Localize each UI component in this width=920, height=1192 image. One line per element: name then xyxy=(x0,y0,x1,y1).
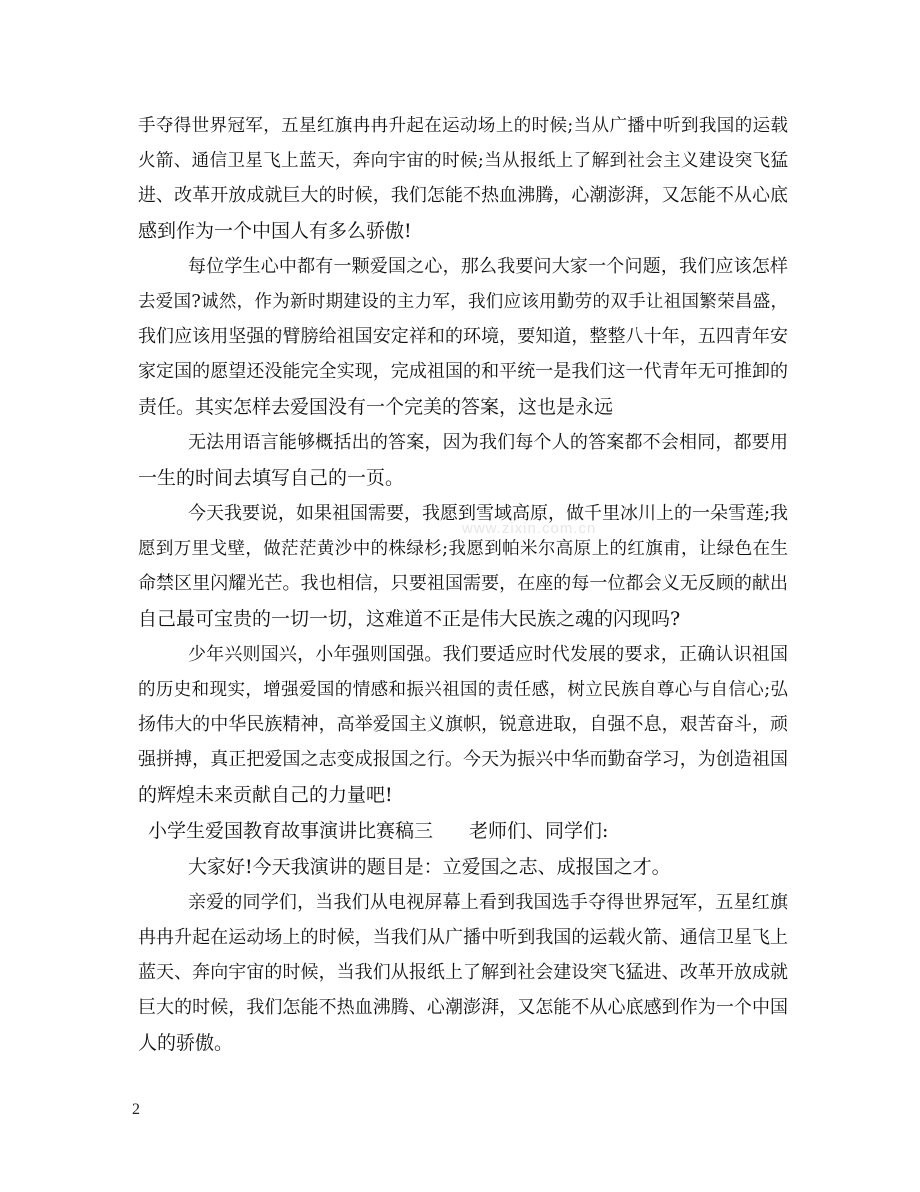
text-line xyxy=(138,465,788,491)
text-line xyxy=(188,890,788,916)
text-line-content: 扬伟大的中华民族精神，高举爱国主义旗帜，锐意进取，自强不息，艰苦奋斗，顽 xyxy=(138,714,788,735)
text-line xyxy=(138,747,788,773)
text-line xyxy=(138,324,788,350)
text-line-content: 手夺得世界冠军，五星红旗冉冉升起在运动场上的时候;当从广播中听到我国的运载 xyxy=(138,116,788,136)
text-line xyxy=(138,960,788,986)
text-line-content: 的辉煌未来贡献自己的力量吧! xyxy=(138,784,393,806)
text-line-content: 进、改革开放成就巨大的时候，我们怎能不热血沸腾，心潮澎湃，又怎能不从心底 xyxy=(138,185,788,206)
text-line xyxy=(138,359,788,385)
text-line xyxy=(188,854,788,880)
page-number: 2 xyxy=(132,1101,140,1118)
text-line-content: 亲爱的同学们，当我们从电视屏幕上看到我国选手夺得世界冠军，五星红旗 xyxy=(188,892,788,913)
text-line-content: 的历史和现实，增强爱国的情感和振兴祖国的责任感，树立民族自尊心与自信心;弘 xyxy=(138,680,788,700)
text-line-content: 少年兴则国兴，小年强则国强。我们要适应时代发展的要求，正确认识祖国 xyxy=(188,644,788,665)
text-line xyxy=(138,218,788,244)
text-line xyxy=(138,995,788,1021)
text-line-content: 火箭、通信卫星飞上蓝天，奔向宇宙的时候;当从报纸上了解到社会主义建设突飞猛 xyxy=(138,151,788,171)
text-line-content: 每位学生心中都有一颗爱国之心，那么我要问大家一个问题，我们应该怎样 xyxy=(188,256,788,277)
text-line xyxy=(138,394,788,420)
text-line-content: 强拼搏，真正把爱国之志变成报国之行。今天为振兴中华而勤奋学习，为创造祖国 xyxy=(138,749,788,770)
section-title: 小学生爱国教育故事演讲比赛稿三 xyxy=(148,820,434,842)
section-heading xyxy=(138,818,788,844)
text-line xyxy=(138,712,788,738)
text-line-content: 无法用语言能够概括出的答案，因为我们每个人的答案都不会相同，都要用 xyxy=(188,432,788,453)
text-line xyxy=(138,148,788,174)
text-line xyxy=(188,254,788,280)
text-line xyxy=(138,925,788,951)
text-line-content: 愿到万里戈壁，做茫茫黄沙中的株绿杉;我愿到帕米尔高原上的红旗甫，让绿色在生 xyxy=(138,539,788,559)
text-line-content: 冉冉升起在运动场上的时候，当我们从广播中听到我国的运载火箭、通信卫星飞上 xyxy=(138,927,788,948)
text-line-content: 大家好!今天我演讲的题目是：立爱国之志、成报国之才。 xyxy=(188,856,671,878)
text-line xyxy=(138,289,788,315)
text-line-content: 我们应该用坚强的臂膀给祖国安定祥和的环境，要知道，整整八十年，五四青年安 xyxy=(138,326,788,347)
text-line xyxy=(138,606,788,632)
text-line-content: 命禁区里闪耀光芒。我也相信，只要祖国需要，在座的每一位都会义无反顾的献出 xyxy=(138,573,788,594)
text-line-content: 去爱国?诚然，作为新时期建设的主力军，我们应该用勤劳的双手让祖国繁荣昌盛， xyxy=(138,292,788,312)
text-line xyxy=(138,536,788,562)
text-line-content: 责任。其实怎样去爱国没有一个完美的答案，这也是永远 xyxy=(138,396,614,418)
salutation: 老师们、同学们: xyxy=(469,820,609,842)
text-line-content: 巨大的时候，我们怎能不热血沸腾、心潮澎湃，又怎能不从心底感到作为一个中国 xyxy=(138,997,788,1018)
text-line-content: 蓝天、奔向宇宙的时候，当我们从报纸上了解到社会建设突飞猛进、改革开放成就 xyxy=(138,962,788,983)
text-line-content: 今天我要说，如果祖国需要，我愿到雪域高原，做千里冰川上的一朵雪莲;我 xyxy=(188,503,788,524)
text-line xyxy=(138,1030,788,1056)
text-line-content: 感到作为一个中国人有多么骄傲! xyxy=(138,220,412,242)
text-line xyxy=(138,183,788,209)
text-line xyxy=(138,571,788,597)
text-line xyxy=(138,113,788,139)
text-line xyxy=(188,642,788,668)
text-line-content: 自己最可宝贵的一切一切，这难道不正是伟大民族之魂的闪现吗? xyxy=(138,608,681,630)
text-line xyxy=(188,430,788,456)
text-line-content: 家定国的愿望还没能完全实现，完成祖国的和平统一是我们这一代青年无可推卸的 xyxy=(138,361,788,382)
text-line-content: 一生的时间去填写自己的一页。 xyxy=(138,467,405,489)
watermark-text: www.zixin.com.cn xyxy=(462,520,597,537)
text-line-content: 人的骄傲。 xyxy=(138,1032,234,1054)
text-line xyxy=(188,501,788,527)
text-line xyxy=(138,782,788,808)
text-line xyxy=(138,677,788,703)
